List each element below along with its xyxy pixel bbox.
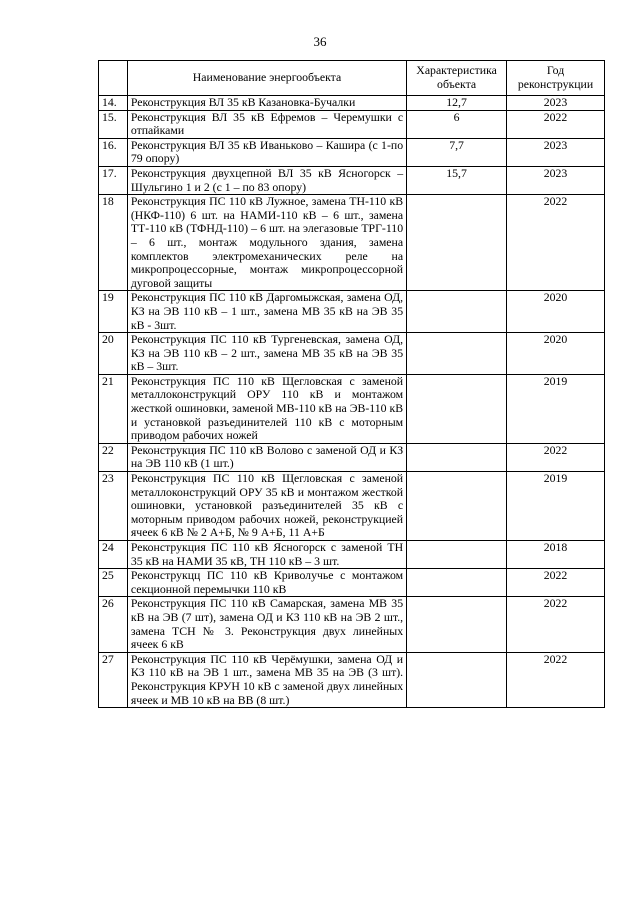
- object-name: Реконструкция ПС 110 кВ Ясногорск с заменой ТН 35 кВ на НАМИ 35 кВ, ТН 110 кВ – 3 шт.: [127, 541, 406, 569]
- object-characteristic: [407, 374, 507, 443]
- object-characteristic: [407, 195, 507, 291]
- row-number: 18: [99, 195, 128, 291]
- reconstruction-year: 2018: [507, 541, 605, 569]
- header-object-name: Наименование энергообъекта: [127, 61, 406, 96]
- reconstruction-year: 2022: [507, 652, 605, 707]
- object-name: Реконструкция ВЛ 35 кВ Иваньково – Кашира (с 1-по 79 опору): [127, 138, 406, 166]
- object-name: Реконструкция двухцепной ВЛ 35 кВ Ясногорск – Шульгино 1 и 2 (с 1 – по 83 опору): [127, 166, 406, 194]
- object-name: Реконструкция ПС 110 кВ Черёмушки, замена ОД и КЗ 110 кВ на ЭВ 1 шт., замена МВ 35 на ЭВ (3 шт). Реконструкция КРУН 10 кВ с заменой двух линейных ячеек и МВ 10 кВ на ВВ (8 шт.): [127, 652, 406, 707]
- object-characteristic: [407, 597, 507, 652]
- table-row: [99, 569, 605, 597]
- reconstruction-year: 2020: [507, 291, 605, 333]
- row-number: 19: [99, 291, 128, 333]
- object-characteristic: [407, 472, 507, 541]
- row-number: 26: [99, 597, 128, 652]
- row-number: 27: [99, 652, 128, 707]
- header-number: [99, 61, 128, 96]
- reconstruction-year: 2019: [507, 472, 605, 541]
- row-number: 20: [99, 333, 128, 375]
- object-name: Реконструкцц ПС 110 кВ Криволучье с монтажом секционной перемычки 110 кВ: [127, 569, 406, 597]
- object-characteristic: [407, 291, 507, 333]
- table-row: [99, 333, 605, 375]
- object-name: Реконструкция ПС 110 кВ Тургеневская, замена ОД, КЗ на ЭВ 110 кВ – 2 шт., замена МВ 35 кВ на ЭВ 35 кВ – 3шт.: [127, 333, 406, 375]
- object-name: Реконструкция ПС 110 кВ Самарская, замена МВ 35 кВ на ЭВ (7 шт), замена ОД и КЗ 110 кВ на ЭВ 2 шт., замена ТСН № 3. Реконструкция двух линейных ячеек 6 кВ: [127, 597, 406, 652]
- table-row: [99, 541, 605, 569]
- reconstruction-year: 2023: [507, 138, 605, 166]
- object-characteristic: 12,7: [407, 96, 507, 111]
- table-row: [99, 597, 605, 652]
- table-row: [99, 472, 605, 541]
- object-characteristic: 15,7: [407, 166, 507, 194]
- object-characteristic: [407, 443, 507, 471]
- reconstruction-year: 2022: [507, 443, 605, 471]
- reconstruction-year: 2020: [507, 333, 605, 375]
- row-number: 17.: [99, 166, 128, 194]
- object-name: Реконструкция ПС 110 кВ Даргомыжская, замена ОД, КЗ на ЭВ 110 кВ – 1 шт., замена МВ 35 кВ на ЭВ 35 кВ - 3шт.: [127, 291, 406, 333]
- table-row: [99, 166, 605, 194]
- row-number: 24: [99, 541, 128, 569]
- object-name: Реконструкция ПС 110 кВ Лужное, замена ТН-110 кВ (НКФ-110) 6 шт. на НАМИ-110 кВ – 6 шт., замена ТТ-110 кВ (ТФНД-110) – 6 шт. на элегазовые ТРГ-110 – 6 шт., монтаж модульного здания, замена комплектов электромеханических реле на микропроцессорные, монтаж микропроцессорной дуговой защиты: [127, 195, 406, 291]
- header-year: Год реконструкции: [507, 61, 605, 96]
- object-characteristic: [407, 569, 507, 597]
- row-number: 14.: [99, 96, 128, 111]
- header-characteristic: Характеристика объекта: [407, 61, 507, 96]
- table-row: [99, 291, 605, 333]
- table-row: [99, 138, 605, 166]
- reconstruction-year: 2023: [507, 96, 605, 111]
- row-number: 25: [99, 569, 128, 597]
- object-name: Реконструкция ВЛ 35 кВ Казановка-Бучалки: [127, 96, 406, 111]
- energy-objects-table: [98, 60, 605, 708]
- table-row: [99, 195, 605, 291]
- object-name: Реконструкция ПС 110 кВ Волово с заменой ОД и КЗ на ЭВ 110 кВ (1 шт.): [127, 443, 406, 471]
- table-row: [99, 374, 605, 443]
- row-number: 21: [99, 374, 128, 443]
- reconstruction-year: 2019: [507, 374, 605, 443]
- page-number: 36: [313, 34, 327, 49]
- table-row: [99, 96, 605, 111]
- table-row: [99, 443, 605, 471]
- reconstruction-year: 2022: [507, 597, 605, 652]
- row-number: 23: [99, 472, 128, 541]
- row-number: 16.: [99, 138, 128, 166]
- table-header-row: [99, 61, 605, 96]
- object-characteristic: [407, 652, 507, 707]
- row-number: 15.: [99, 110, 128, 138]
- row-number: 22: [99, 443, 128, 471]
- object-name: Реконструкция ВЛ 35 кВ Ефремов – Черемушки с отпайками: [127, 110, 406, 138]
- object-name: Реконструкция ПС 110 кВ Щегловская с заменой металлоконструкций ОРУ 110 кВ и монтажом жесткой ошиновки, заменой МВ-110 кВ на ЭВ-110 кВ и установкой разъединителей 110 кВ с моторным приводом рабочих ножей: [127, 374, 406, 443]
- reconstruction-year: 2022: [507, 195, 605, 291]
- object-characteristic: [407, 541, 507, 569]
- table-row: [99, 110, 605, 138]
- reconstruction-year: 2023: [507, 166, 605, 194]
- reconstruction-year: 2022: [507, 569, 605, 597]
- object-name: Реконструкция ПС 110 кВ Щегловская с заменой металлоконструкций ОРУ 35 кВ и монтажом жесткой ошиновки, установкой разъединителей 35 кВ с моторным приводом рабочих ножей, реконструкцией ячеек 6 кВ № 2 А+Б, № 9 А+Б, 11 А+Б: [127, 472, 406, 541]
- object-characteristic: [407, 333, 507, 375]
- table-row: [99, 652, 605, 707]
- reconstruction-year: 2022: [507, 110, 605, 138]
- object-characteristic: 7,7: [407, 138, 507, 166]
- object-characteristic: 6: [407, 110, 507, 138]
